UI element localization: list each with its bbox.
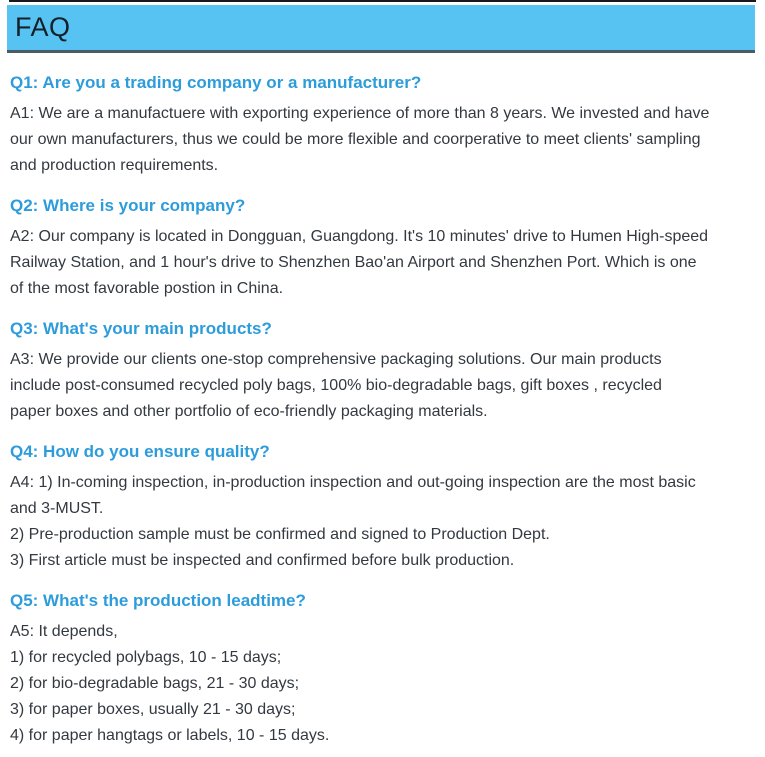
answer-line: A5: It depends, bbox=[10, 623, 118, 640]
answer-line: and 3-MUST. bbox=[10, 500, 104, 517]
answer-line: 2) Pre-production sample must be confirmed and signed to Production Dept. bbox=[10, 526, 550, 543]
answer-line: our own manufacturers, thus we could be more flexible and coorperative to meet clients' sampling bbox=[10, 131, 701, 148]
answer-line: 2) for bio-degradable bags, 21 - 30 days; bbox=[10, 675, 300, 692]
faq-item bbox=[10, 442, 753, 574]
faq-question: Q5: What's the production leadtime? bbox=[10, 591, 306, 610]
answer-line: 1) for recycled polybags, 10 - 15 days; bbox=[10, 649, 282, 666]
faq-answer bbox=[10, 347, 753, 425]
answer-line: and production requirements. bbox=[10, 157, 219, 174]
answer-line: Railway Station, and 1 hour's drive to Shenzhen Bao'an Airport and Shenzhen Port. Which is one bbox=[10, 254, 697, 271]
answer-line: 4) for paper hangtags or labels, 10 - 15 days. bbox=[10, 727, 330, 744]
faq-item bbox=[10, 73, 753, 179]
answer-line: A4: 1) In-coming inspection, in-production inspection and out-going inspection are the most basic bbox=[10, 474, 696, 491]
faq-answer bbox=[10, 101, 753, 179]
faq-item bbox=[10, 196, 753, 302]
faq-question: Q1: Are you a trading company or a manufacturer? bbox=[10, 73, 422, 92]
faq-answer bbox=[10, 619, 753, 749]
answer-line: A1: We are a manufactuere with exporting experience of more than 8 years. We invested and have bbox=[10, 105, 710, 122]
answer-line: A3: We provide our clients one-stop comprehensive packaging solutions. Our main products bbox=[10, 351, 662, 368]
faq-list bbox=[0, 53, 765, 757]
faq-item bbox=[10, 591, 753, 749]
top-divider bbox=[9, 0, 756, 2]
faq-section-header bbox=[7, 5, 755, 53]
faq-answer bbox=[10, 224, 753, 302]
answer-line: paper boxes and other portfolio of eco-friendly packaging materials. bbox=[10, 403, 488, 420]
faq-item bbox=[10, 319, 753, 425]
faq-question: Q2: Where is your company? bbox=[10, 196, 246, 215]
answer-line: of the most favorable postion in China. bbox=[10, 280, 284, 297]
answer-line: 3) First article must be inspected and confirmed before bulk production. bbox=[10, 552, 515, 569]
faq-answer bbox=[10, 470, 753, 574]
page-title: FAQ bbox=[15, 12, 71, 42]
answer-line: 3) for paper boxes, usually 21 - 30 days; bbox=[10, 701, 296, 718]
faq-question: Q3: What's your main products? bbox=[10, 319, 272, 338]
answer-line: include post-consumed recycled poly bags, 100% bio-degradable bags, gift boxes , recycled bbox=[10, 377, 662, 394]
answer-line: A2: Our company is located in Dongguan, Guangdong. It's 10 minutes' drive to Humen High-speed bbox=[10, 228, 709, 245]
faq-question: Q4: How do you ensure quality? bbox=[10, 442, 270, 461]
